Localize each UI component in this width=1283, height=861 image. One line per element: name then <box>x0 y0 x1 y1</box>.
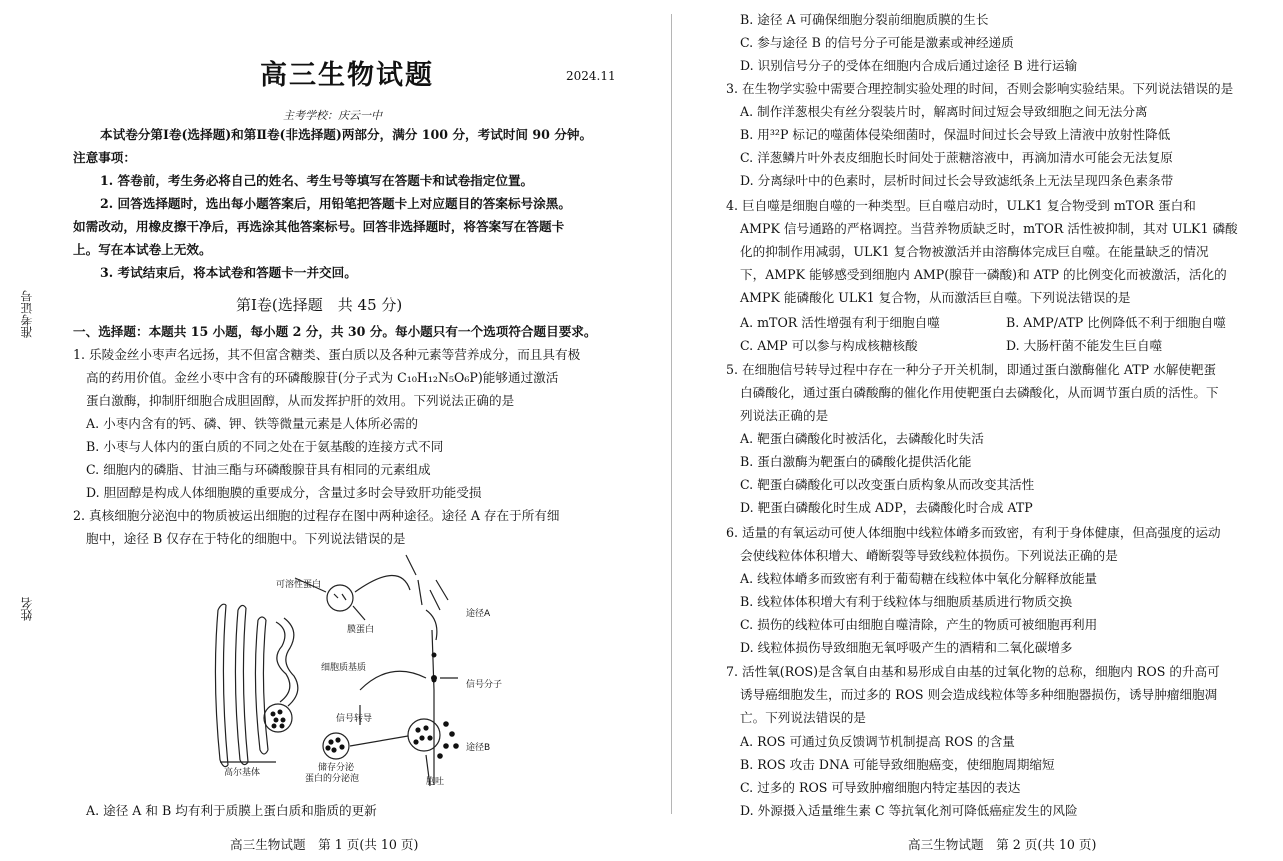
vesicle-golgi-bud <box>264 704 292 732</box>
label-signal-molecule: 信号分子 <box>466 680 503 690</box>
question-2-option: A. 途径 A 和 B 均有利于质膜上蛋白质和脂质的更新 <box>86 803 377 818</box>
question-3-option: C. 洋葱鳞片叶外表皮细胞长时间处于蔗糖溶液中，再滴加清水可能会无法复原 <box>740 150 1173 165</box>
question-5-stem: 白磷酸化，通过蛋白磷酸酶的催化作用使靶蛋白去磷酸化，从而调节蛋白质的活性。下 <box>740 385 1219 400</box>
question-1-stem: 高的药用价值。金丝小枣中含有的环磷酸腺苷(分子式为 C₁₀H₁₂N₅O₆P)能够通过激活 <box>86 370 559 385</box>
exam-date: 2024.11 <box>566 69 616 83</box>
label-path-a: 途径A <box>466 609 491 619</box>
question-2-option: C. 参与途径 B 的信号分子可能是激素或神经递质 <box>740 35 1014 50</box>
label-cytoplasm: 细胞质基质 <box>321 663 367 673</box>
page-footer: 高三生物试题 第 2 页(共 10 页) <box>908 837 1097 852</box>
label-membrane-protein: 膜蛋白 <box>347 625 375 635</box>
question-7-option: A. ROS 可通过负反馈调节机制提高 ROS 的含量 <box>740 734 1015 749</box>
question-5-stem: 5. 在细胞信号转导过程中存在一种分子开关机制，即通过蛋白激酶催化 ATP 水解使靶蛋 <box>726 362 1217 377</box>
question-4-stem: 化的抑制作用减弱，ULK1 复合物被激活并由溶酶体完成巨自噬。在能量缺乏的情况 <box>740 244 1209 259</box>
question-1-option: B. 小枣与人体内的蛋白质的不同之处在于氨基酸的连接方式不同 <box>86 439 444 454</box>
question-4-stem: 下，AMPK 能够感受到细胞内 AMP(腺苷一磷酸)和 ATP 的比例变化而被激活，活化的 <box>740 267 1227 282</box>
notes-title: 注意事项： <box>73 150 136 165</box>
note-line: 2. 回答选择题时，选出每小题答案后，用铅笔把答题卡上对应题目的答案标号涂黑。 <box>100 196 571 211</box>
question-2-option: B. 途径 A 可确保细胞分裂前细胞质膜的生长 <box>740 12 989 27</box>
note-line: 1. 答卷前，考生务必将自己的姓名、考生号等填写在答题卡和试卷指定位置。 <box>100 173 534 188</box>
note-line: 如需改动，用橡皮擦干净后，再选涂其他答案标号。回答非选择题时，将答案写在答题卡 <box>73 219 565 234</box>
question-7-option: B. ROS 攻击 DNA 可能导致细胞癌变，使细胞周期缩短 <box>740 757 1055 772</box>
side-label-exam-number: 准考证号 <box>20 290 34 338</box>
question-4-stem: AMPK 信号通路的严格调控。当营养物质缺乏时，mTOR 活性被抑制，其对 ULK1 磷酸 <box>740 221 1238 236</box>
host-school: 主考学校：庆云一中 <box>283 109 382 122</box>
question-6-option: A. 线粒体嵴多而致密有利于葡萄糖在线粒体中氧化分解释放能量 <box>740 571 1098 586</box>
question-4-option: D. 大肠杆菌不能发生巨自噬 <box>1006 338 1163 353</box>
question-2-stem: 胞中，途径 B 仅存在于特化的细胞中。下列说法错误的是 <box>86 531 406 546</box>
label-storage-vesicle: 蛋白的分泌泡 <box>305 774 360 784</box>
question-3-option: D. 分离绿叶中的色素时，层析时间过长会导致滤纸条上无法呈现四条色素条带 <box>740 173 1174 188</box>
question-1-option: D. 胆固醇是构成人体细胞膜的重要成分，含量过多时会导致肝功能受损 <box>86 485 482 500</box>
question-1-option: C. 细胞内的磷脂、甘油三酯与环磷酸腺苷具有相同的元素组成 <box>86 462 431 477</box>
label-soluble-protein: 可溶性蛋白 <box>276 580 322 590</box>
vesicle-dots <box>271 710 286 729</box>
question-6-option: B. 线粒体体积增大有利于线粒体与细胞质基质进行物质交换 <box>740 594 1073 609</box>
question-4-option: A. mTOR 活性增强有利于细胞自噬 <box>740 315 940 330</box>
question-1-stem: 1. 乐陵金丝小枣声名远扬，其不但富含糖类、蛋白质以及各种元素等营养成分，而且具有极 <box>73 347 581 362</box>
part-heading: 一、选择题：本题共 15 小题，每小题 2 分，共 30 分。每小题只有一个选项符合题目要求。 <box>73 324 597 339</box>
vesicle-soluble-protein <box>327 585 353 611</box>
question-4-option: C. AMP 可以参与构成核糖核酸 <box>740 338 918 353</box>
question-1-stem: 蛋白激酶，抑制肝细胞合成胆固醇，从而发挥护肝的效用。下列说法正确的是 <box>86 393 515 408</box>
question-4-stem: 4. 巨自噬是细胞自噬的一种类型。巨自噬启动时，ULK1 复合物受到 mTOR 蛋白和 <box>726 198 1196 213</box>
page-divider <box>671 14 672 814</box>
question-5-option: C. 靶蛋白磷酸化可以改变蛋白质构象从而改变其活性 <box>740 477 1035 492</box>
question-3-option: A. 制作洋葱根尖有丝分裂装片时，解离时间过短会导致细胞之间无法分离 <box>740 104 1148 119</box>
question-2-option: D. 识别信号分子的受体在细胞内合成后通过途径 B 进行运输 <box>740 58 1078 73</box>
question-3-option: B. 用³²P 标记的噬菌体侵染细菌时，保温时间过长会导致上清液中放射性降低 <box>740 127 1171 142</box>
label-signal-transduction: 信号转导 <box>336 714 373 724</box>
question-6-stem: 会使线粒体体积增大、嵴断裂等导致线粒体损伤。下列说法正确的是 <box>740 548 1118 563</box>
question-7-option: D. 外源摄入适量维生素 C 等抗氧化剂可降低癌症发生的风险 <box>740 803 1078 818</box>
question-7-stem: 亡。下列说法错误的是 <box>740 710 866 725</box>
question-5-stem: 列说法正确的是 <box>740 408 829 423</box>
golgi-apparatus-shape <box>215 604 297 766</box>
question-6-option: D. 线粒体损伤导致细胞无氧呼吸产生的酒精和二氧化碳增多 <box>740 640 1073 655</box>
question-7-option: C. 过多的 ROS 可导致肿瘤细胞内特定基因的表达 <box>740 780 1021 795</box>
question-7-stem: 7. 活性氧(ROS)是含氧自由基和易形成自由基的过氧化物的总称，细胞内 ROS 的升高可 <box>726 664 1220 679</box>
note-line: 3. 考试结束后，将本试卷和答题卡一并交回。 <box>100 265 357 280</box>
page-footer: 高三生物试题 第 1 页(共 10 页) <box>230 837 419 852</box>
label-golgi: 高尔基体 <box>224 768 261 778</box>
page-title: 高三生物试题 <box>260 60 434 91</box>
question-1-option: A. 小枣内含有的钙、磷、钾、铁等微量元素是人体所必需的 <box>86 416 418 431</box>
question-2-stem: 2. 真核细胞分泌泡中的物质被运出细胞的过程存在图中两种途径。途径 A 存在于所有细 <box>73 508 560 523</box>
question-5-option: D. 靶蛋白磷酸化时生成 ADP，去磷酸化时合成 ATP <box>740 500 1033 515</box>
question-6-stem: 6. 适量的有氧运动可使人体细胞中线粒体嵴多而致密，有利于身体健康，但高强度的运动 <box>726 525 1221 540</box>
section-title: 第Ⅰ卷(选择题 共 45 分) <box>236 296 403 314</box>
question-5-option: A. 靶蛋白磷酸化时被活化，去磷酸化时失活 <box>740 431 984 446</box>
side-label-name: 姓名 <box>20 597 34 621</box>
question-7-stem: 诱导癌细胞发生，而过多的 ROS 则会造成线粒体等多种细胞器损伤，诱导肿瘤细胞凋 <box>740 687 1218 702</box>
question-3-stem: 3. 在生物学实验中需要合理控制实验处理的时间，否则会影响实验结果。下列说法错误的是 <box>726 81 1234 96</box>
label-path-b: 途径B <box>466 743 491 753</box>
secretion-pathway-diagram <box>190 550 520 798</box>
note-line: 上。写在本试卷上无效。 <box>73 242 212 257</box>
label-exocytosis: 胞吐 <box>426 777 445 787</box>
question-4-stem: AMPK 能磷酸化 ULK1 复合物，从而激活巨自噬。下列说法错误的是 <box>740 290 1131 305</box>
vesicle-exocytosis <box>408 719 440 751</box>
label-storage-vesicle: 储存分泌 <box>318 763 355 773</box>
question-6-option: C. 损伤的线粒体可由细胞自噬清除，产生的物质可被细胞再利用 <box>740 617 1098 632</box>
intro-text: 本试卷分第Ⅰ卷(选择题)和第Ⅱ卷(非选择题)两部分，满分 100 分，考试时间 90 分钟。 <box>100 127 593 142</box>
question-5-option: B. 蛋白激酶为靶蛋白的磷酸化提供活化能 <box>740 454 972 469</box>
question-4-option: B. AMP/ATP 比例降低不利于细胞自噬 <box>1006 315 1226 330</box>
